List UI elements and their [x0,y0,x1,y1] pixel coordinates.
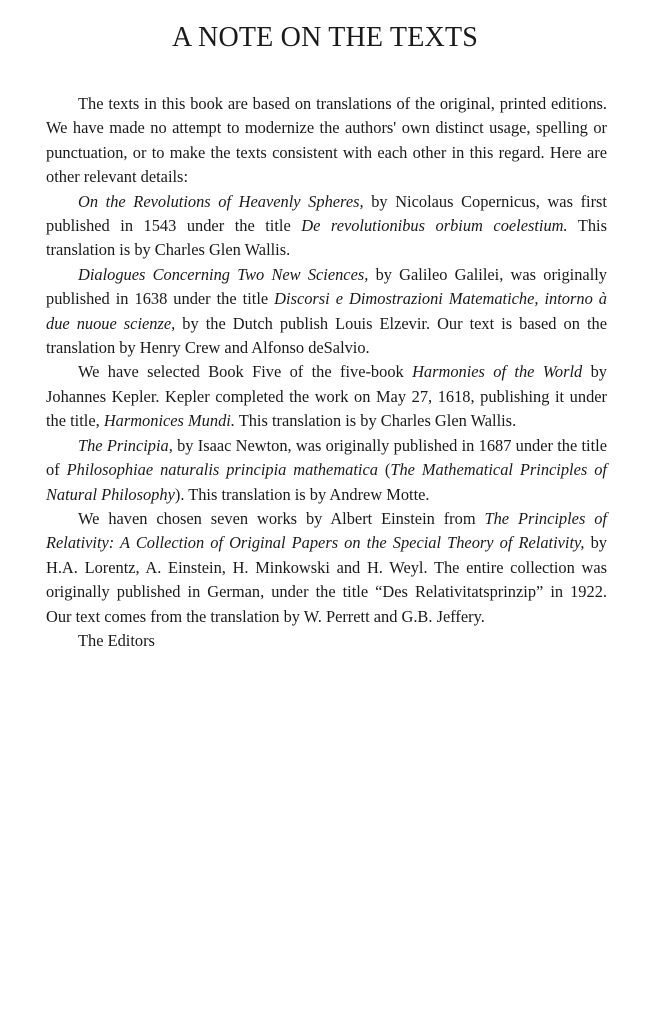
paragraph-text: We haven chosen seven works by Albert Einstein from [78,508,485,528]
body-text [46,92,607,653]
paragraph-text: ). This translation is by Andrew Motte. [174,484,430,504]
original-title: Discorsi e Dimostrazioni Matematiche, intorno à due nuoue scienze, [46,289,607,333]
paragraph-text: by Johannes Kepler. Kepler completed the work on May 27, 1618, publishing it under the title, [46,362,607,431]
paragraph-text: This translation is by Charles Glen Wallis. [234,411,517,431]
newton-paragraph [46,434,607,507]
paragraph-text: We have selected Book Five of the five-book [78,362,413,382]
einstein-paragraph [46,507,607,629]
paragraph-text: by Isaac Newton, was originally published in 1687 under the title of [46,435,607,480]
kepler-paragraph [46,360,607,433]
work-title: On the Revolutions of Heavenly Spheres, [78,191,364,211]
paragraph-text: ( [377,460,391,480]
original-title: Philosophiae naturalis principia mathematica [66,460,378,480]
original-title: Harmonices Mundi. [103,411,235,431]
work-title: The Principia, [78,435,173,455]
work-title: Harmonies of the World [412,362,583,382]
paragraph-text: by Nicolaus Copernicus, was first published in 1543 under the title [46,191,607,236]
signature: The Editors [78,630,155,650]
intro-paragraph: The texts in this book are based on translations of the original, printed editions. We have made no attempt to modernize the authors' own distinct usage, spelling or punctuation, or to make the texts consistent with each other in this regard. Here are other relevant details: [46,94,607,187]
work-title: The Principles of Relativity: A Collection of Original Papers on the Special Theory of Relativity, [46,508,607,553]
paragraph-text: This translation is by Charles Glen Wallis. [46,216,607,260]
page-title: A NOTE ON THE TEXTS [171,22,479,53]
original-title: De revolutionibus orbium coelestium. [301,216,568,236]
copernicus-paragraph [46,190,607,263]
paragraph-text: by the Dutch publish Louis Elzevir. Our text is based on the translation by Henry Crew and Alfonso deSalvio. [46,313,607,358]
english-title: The Mathematical Principles of Natural Philosophy [46,460,607,504]
galileo-paragraph [46,263,607,361]
paragraph-text: by Galileo Galilei, was originally published in 1638 under the title [46,264,607,309]
work-title: Dialogues Concerning Two New Sciences, [78,264,369,284]
paragraph-text: by H.A. Lorentz, A. Einstein, H. Minkowski and H. Weyl. The entire collection was originally published in German, under the title “Des Relativitatsprinzip” in 1922. Our text comes from the translation by W. Perrett and G.B. Jeffery. [46,533,607,626]
